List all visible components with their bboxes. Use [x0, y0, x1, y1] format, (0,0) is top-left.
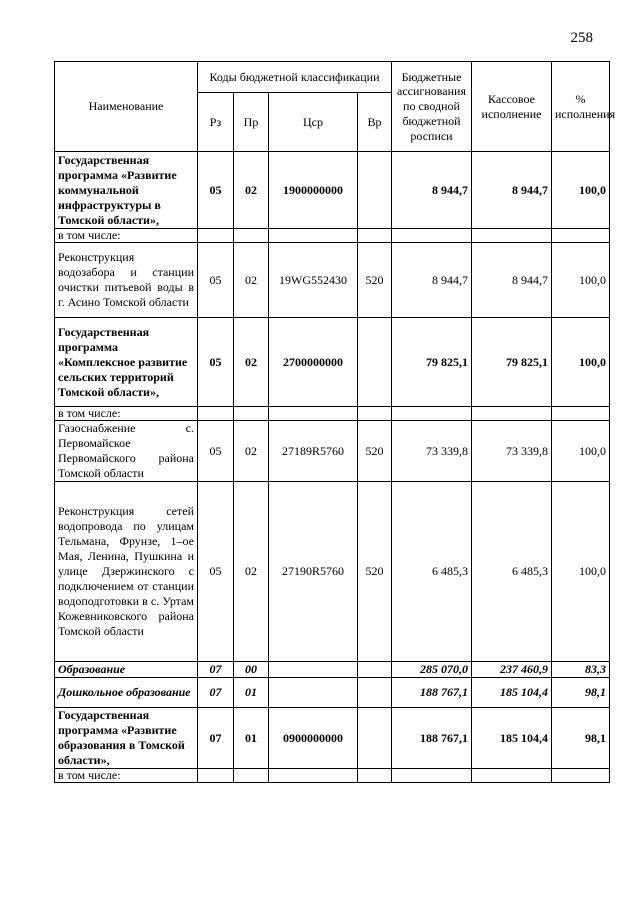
page-number: 258 [570, 30, 593, 46]
header-vr: Вр [358, 93, 392, 152]
row-pr: 01 [234, 678, 269, 708]
row-vr [358, 318, 392, 407]
row-csr: 27189R5760 [269, 421, 358, 482]
row-name: Газоснабжение с. Первомайское Первомайского района Томской области [55, 421, 198, 482]
table-row [55, 243, 610, 318]
row-vr [358, 152, 392, 229]
row-pr: 02 [234, 318, 269, 407]
row-execution: 8 944,7 [472, 243, 552, 318]
header-assignments: Бюджетные ассигнования по сводной бюджетной росписи [392, 62, 472, 152]
row-name: в том числе: [55, 769, 198, 783]
row-pr: 02 [234, 482, 269, 662]
header-execution: Кассовое исполнение [472, 62, 552, 152]
row-rz: 07 [198, 662, 234, 678]
row-execution: 79 825,1 [472, 318, 552, 407]
row-assignments: 6 485,3 [392, 482, 472, 662]
row-vr: 520 [358, 421, 392, 482]
table-row [55, 421, 610, 482]
table-row [55, 152, 610, 229]
table-row [55, 708, 610, 769]
header-percent: % исполнения [552, 62, 610, 152]
table-row [55, 318, 610, 407]
row-name: Государственная программа «Развитие коммунальной инфраструктуры в Томской области», [55, 152, 198, 229]
row-csr: 0900000000 [269, 708, 358, 769]
row-assignments: 79 825,1 [392, 318, 472, 407]
row-name: в том числе: [55, 229, 198, 243]
row-assignments: 8 944,7 [392, 152, 472, 229]
row-rz: 07 [198, 708, 234, 769]
row-rz: 05 [198, 318, 234, 407]
row-csr [269, 662, 358, 678]
row-name: Реконструкция сетей водопровода по улицам Тельмана, Фрунзе, 1–ое Мая, Ленина, Пушкина и улице Дзержинского с подключением от станции водоподготовки в с. Уртам Кожевниковского района Томской области [55, 482, 198, 662]
row-assignments: 188 767,1 [392, 678, 472, 708]
row-name: Государственная программа «Развитие образования в Томской области», [55, 708, 198, 769]
row-csr: 27190R5760 [269, 482, 358, 662]
row-name: Государственная программа «Комплексное развитие сельских территорий Томской области», [55, 318, 198, 407]
row-csr: 2700000000 [269, 318, 358, 407]
row-rz: 07 [198, 678, 234, 708]
row-csr: 19WG552430 [269, 243, 358, 318]
row-percent: 100,0 [552, 318, 610, 407]
row-pr: 01 [234, 708, 269, 769]
header-codes: Коды бюджетной классификации [198, 62, 392, 93]
row-vr: 520 [358, 482, 392, 662]
row-percent: 83,3 [552, 662, 610, 678]
table-row [55, 769, 610, 783]
row-vr [358, 662, 392, 678]
row-execution: 8 944,7 [472, 152, 552, 229]
table-row [55, 482, 610, 662]
row-vr [358, 678, 392, 708]
table-row [55, 229, 610, 243]
row-rz: 05 [198, 482, 234, 662]
row-csr: 1900000000 [269, 152, 358, 229]
table-row [55, 407, 610, 421]
row-percent: 98,1 [552, 708, 610, 769]
header-name: Наименование [55, 62, 198, 152]
row-name: Дошкольное образование [55, 678, 198, 708]
row-assignments: 188 767,1 [392, 708, 472, 769]
row-execution: 185 104,4 [472, 708, 552, 769]
header-csr: Цср [269, 93, 358, 152]
row-pr: 00 [234, 662, 269, 678]
row-rz: 05 [198, 421, 234, 482]
row-execution: 73 339,8 [472, 421, 552, 482]
row-percent: 100,0 [552, 243, 610, 318]
row-percent: 100,0 [552, 152, 610, 229]
table-row [55, 662, 610, 678]
row-percent: 100,0 [552, 421, 610, 482]
row-assignments: 285 070,0 [392, 662, 472, 678]
row-rz: 05 [198, 152, 234, 229]
row-vr: 520 [358, 243, 392, 318]
row-pr: 02 [234, 152, 269, 229]
row-name: Образование [55, 662, 198, 678]
budget-table [54, 61, 616, 783]
table-row [55, 678, 610, 708]
header-rz: Рз [198, 93, 234, 152]
row-csr [269, 678, 358, 708]
row-execution: 237 460,9 [472, 662, 552, 678]
row-assignments: 8 944,7 [392, 243, 472, 318]
row-percent: 100,0 [552, 482, 610, 662]
row-name: Реконструкция водозабора и станции очистки питьевой воды в г. Асино Томской области [55, 243, 198, 318]
row-pr: 02 [234, 421, 269, 482]
row-rz: 05 [198, 243, 234, 318]
header-pr: Пр [234, 93, 269, 152]
row-assignments: 73 339,8 [392, 421, 472, 482]
row-vr [358, 708, 392, 769]
row-pr: 02 [234, 243, 269, 318]
row-execution: 185 104,4 [472, 678, 552, 708]
row-percent: 98,1 [552, 678, 610, 708]
row-execution: 6 485,3 [472, 482, 552, 662]
row-name: в том числе: [55, 407, 198, 421]
